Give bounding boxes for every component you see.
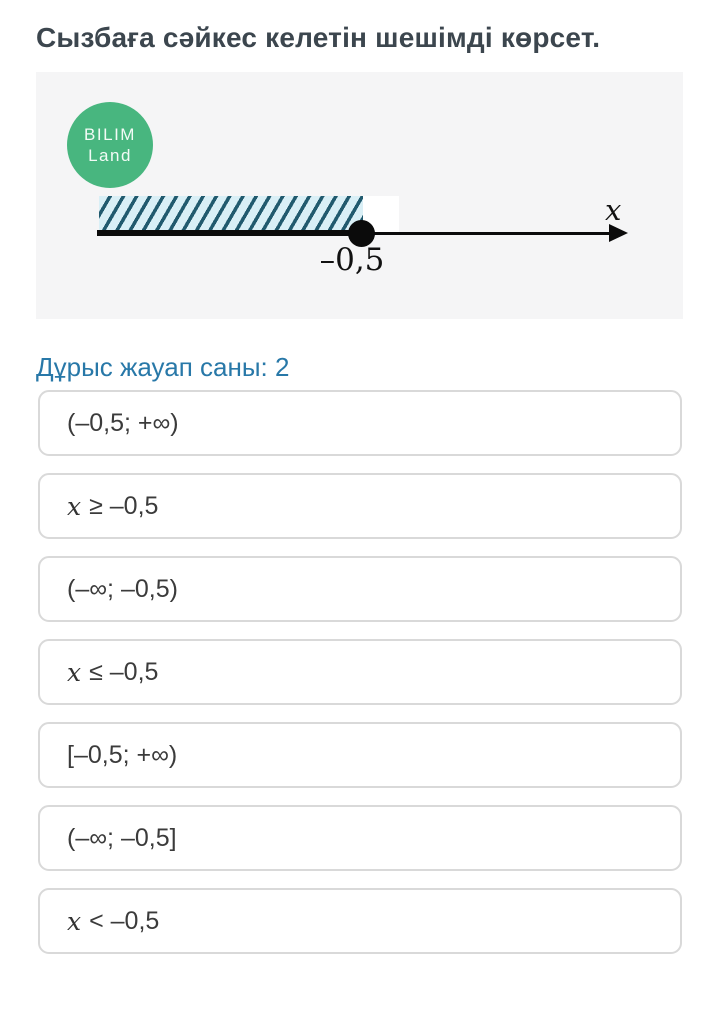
option-math-var: x: [67, 906, 82, 936]
bilimland-logo: [67, 102, 153, 188]
axis-variable-label: x: [605, 193, 622, 227]
option-text: (–0,5; +∞): [67, 408, 179, 437]
number-line-figure: [36, 72, 683, 319]
answer-option[interactable]: [38, 888, 682, 954]
logo-text-line1: BILIM: [84, 125, 136, 144]
page-title: Сызбаға сәйкес келетін шешімді көрсет.: [36, 22, 601, 53]
answer-option[interactable]: [38, 805, 682, 871]
option-math-var: x: [67, 657, 82, 687]
answer-option[interactable]: [38, 556, 682, 622]
answer-option[interactable]: [38, 722, 682, 788]
answer-option[interactable]: [38, 639, 682, 705]
option-text: [–0,5; +∞): [67, 740, 178, 769]
solution-ray-segment: [97, 230, 362, 236]
answer-option[interactable]: [38, 473, 682, 539]
option-text: (–∞; –0,5]: [67, 823, 177, 852]
option-text: ≤ –0,5: [89, 657, 159, 686]
option-text: < –0,5: [89, 906, 160, 935]
option-math-var: x: [67, 491, 82, 521]
logo-text-line2: Land: [88, 146, 132, 165]
option-text: (–∞; –0,5): [67, 574, 178, 603]
answer-option[interactable]: [38, 390, 682, 456]
option-text: ≥ –0,5: [89, 491, 159, 520]
point-value-label: –0,5: [319, 242, 385, 278]
correct-answer-count-label: Дұрыс жауап саны: 2: [36, 352, 290, 382]
shaded-region-hatch: [99, 196, 363, 232]
options-list: [38, 390, 682, 971]
